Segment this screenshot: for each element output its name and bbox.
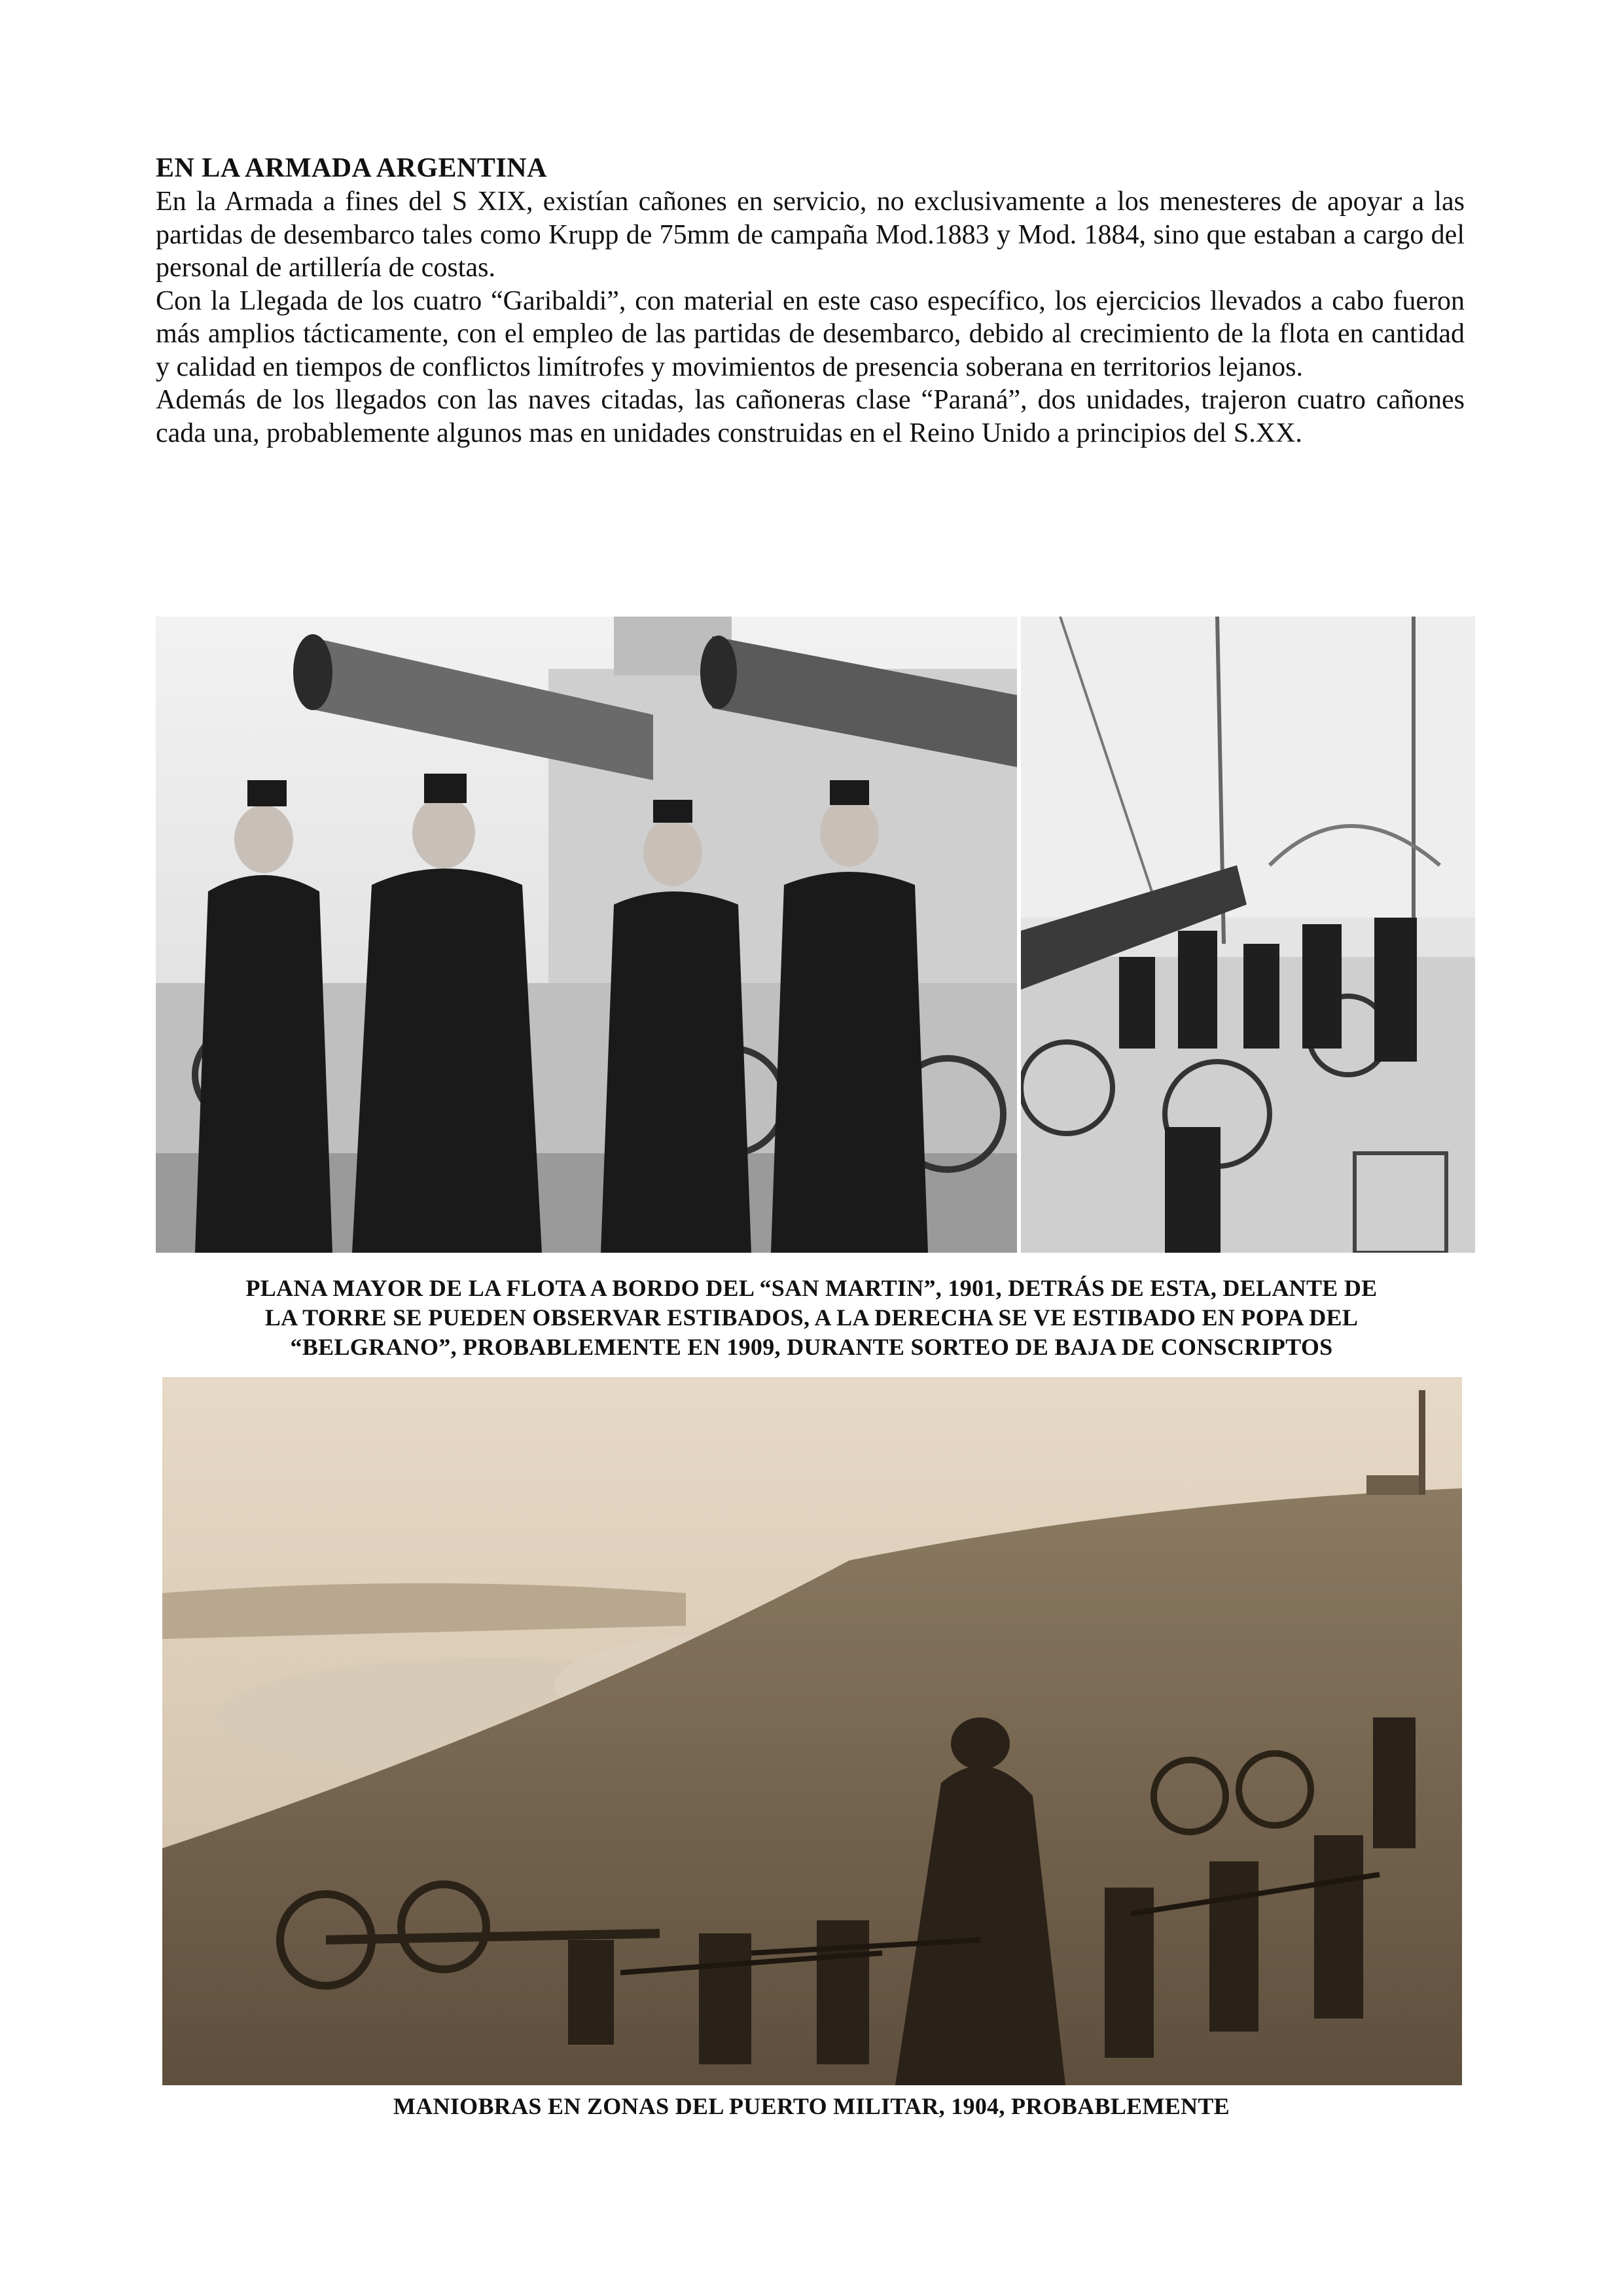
paragraph-2: Con la Llegada de los cuatro “Garibaldi”, con material en este caso específico, los ejercicios llevados a cabo fueron más amplios tácticamente, con el empleo de las partidas de desembarco, debido al crecimiento de la flota en cantidad y calidad en tiempos de conflictos limítrofes y movimientos de presencia soberana en territorios lejanos.: [156, 285, 1465, 382]
caption-line-1: PLANA MAYOR DE LA FLOTA A BORDO DEL “SAN MARTIN”, 1901, DETRÁS DE ESTA, DELANTE DE: [245, 1275, 1378, 1301]
bottom-photo-caption: MANIOBRAS EN ZONAS DEL PUERTO MILITAR, 1904, PROBABLEMENTE: [393, 2093, 1230, 2119]
photo-officers-san-martin: [156, 617, 1017, 1253]
body-text: [156, 185, 1465, 450]
top-photos-caption: [151, 1274, 1472, 1362]
photo-maneuvers-puerto-militar: [162, 1377, 1462, 2085]
paragraph-3: Además de los llegados con las naves citadas, las cañoneras clase “Paraná”, dos unidades, trajeron cuatro cañones cada una, probablemente algunos mas en unidades construidas en el Reino Unido a principios del S.XX.: [156, 385, 1465, 448]
caption-line-3: “BELGRANO”, PROBABLEMENTE EN 1909, DURANTE SORTEO DE BAJA DE CONSCRIPTOS: [290, 1334, 1333, 1360]
caption-line-2: LA TORRE SE PUEDEN OBSERVAR ESTIBADOS, A LA DERECHA SE VE ESTIBADO EN POPA DEL: [264, 1304, 1359, 1331]
photo-belgrano-stern: [1021, 617, 1475, 1253]
section-title: EN LA ARMADA ARGENTINA: [156, 153, 547, 183]
paragraph-1: En la Armada a fines del S XIX, existían cañones en servicio, no exclusivamente a los menesteres de apoyar a las partidas de desembarco tales como Krupp de 75mm de campaña Mod.1883 y Mod. 1884, sino que estaban a cargo del personal de artillería de costas.: [156, 187, 1465, 283]
